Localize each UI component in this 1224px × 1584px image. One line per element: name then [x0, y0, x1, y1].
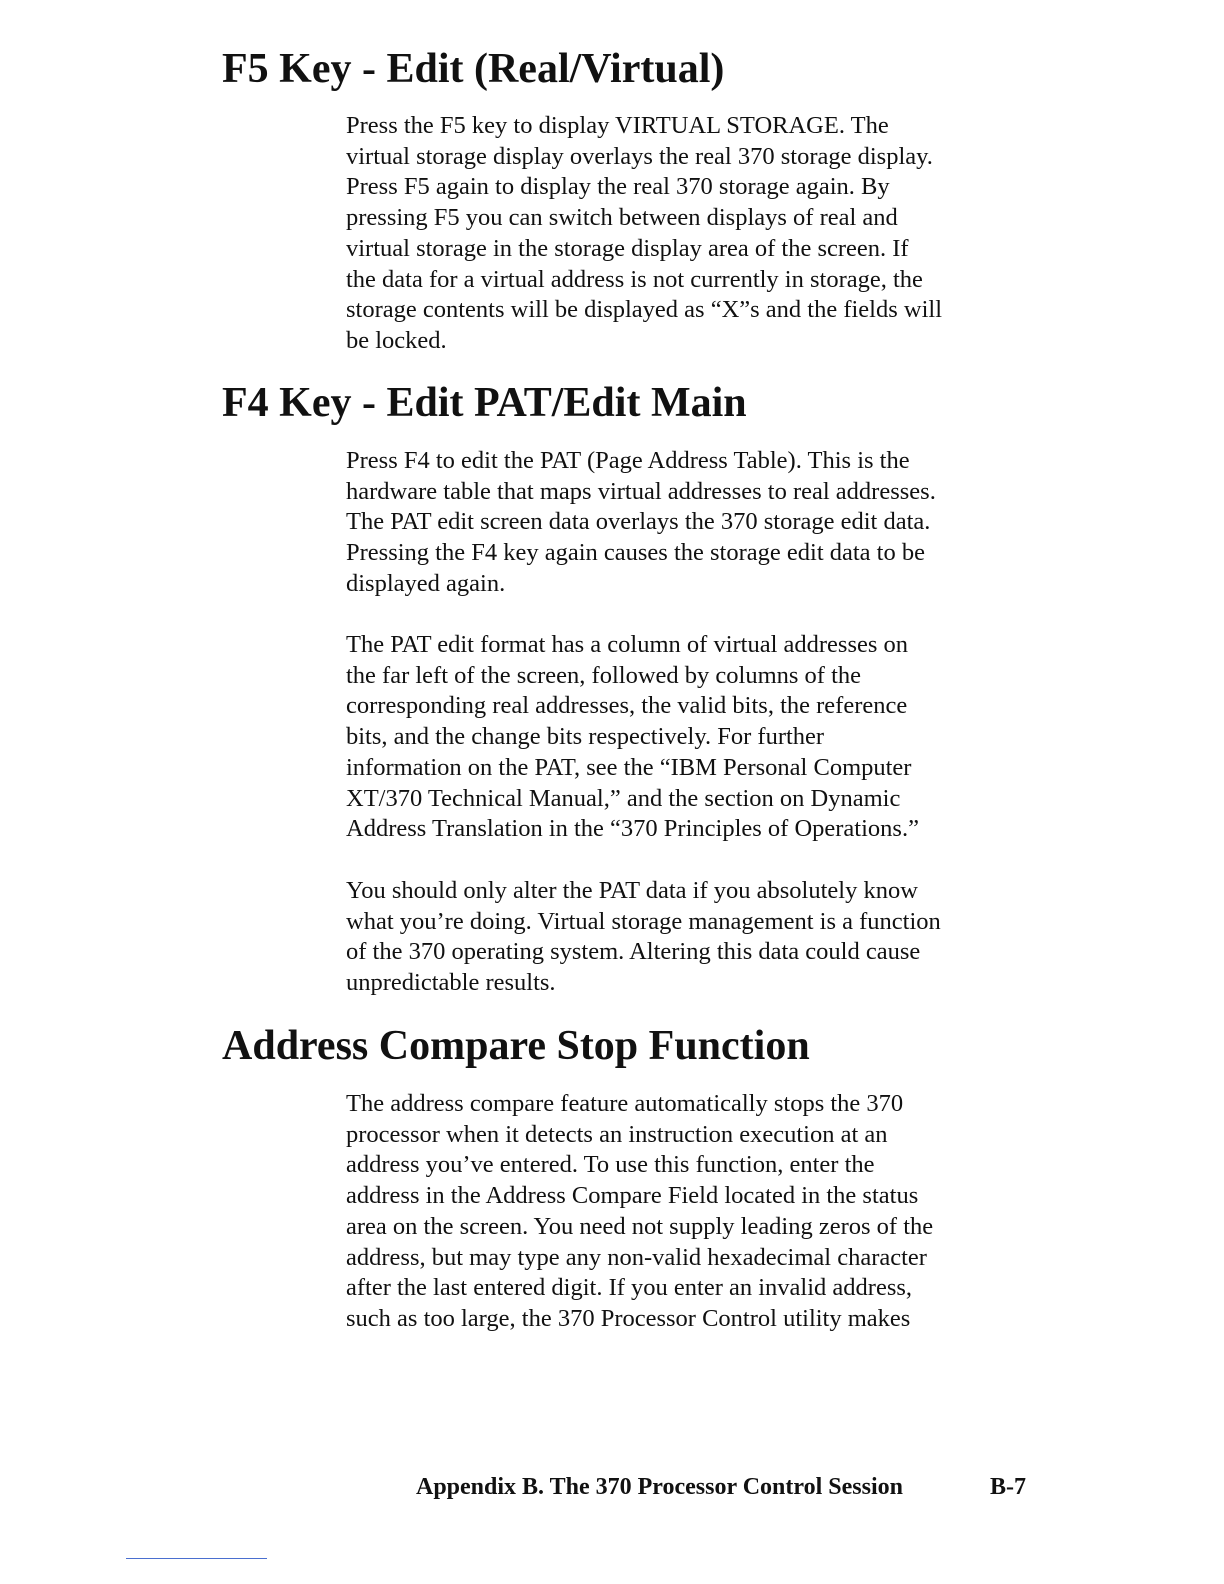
text-line: corresponding real addresses, the valid bits, the reference — [346, 692, 908, 720]
section-heading-f4-key: F4 Key - Edit PAT/Edit Main — [222, 380, 747, 426]
text-line: address in the Address Compare Field located in the status — [346, 1182, 919, 1210]
footer-title: Appendix B. The 370 Processor Control Session — [416, 1474, 903, 1500]
text-line: Press F5 again to display the real 370 storage again. By — [346, 173, 890, 201]
section-heading-address-compare: Address Compare Stop Function — [222, 1023, 810, 1069]
page-number: B-7 — [990, 1474, 1026, 1500]
text-line: storage contents will be displayed as “X”s and the fields will — [346, 296, 943, 324]
text-line: what you’re doing. Virtual storage management is a function — [346, 907, 941, 935]
text-line: The PAT edit screen data overlays the 370 storage edit data. — [346, 508, 931, 536]
text-line: Press F4 to edit the PAT (Page Address Table). This is the — [346, 447, 910, 474]
text-line: processor when it detects an instruction execution at an — [346, 1120, 888, 1148]
text-line: The address compare feature automatically stops the 370 — [346, 1090, 904, 1117]
text-line: Address Translation in the “370 Principles of Operations.” — [346, 815, 919, 843]
text-line: the far left of the screen, followed by columns of the — [346, 661, 862, 689]
section-address-compare-paragraph-1 — [346, 1089, 1036, 1335]
text-line: address you’ve entered. To use this function, enter the — [346, 1151, 875, 1179]
text-line: pressing F5 you can switch between displays of real and — [346, 204, 898, 232]
section-heading-f5-key: F5 Key - Edit (Real/Virtual) — [222, 46, 725, 92]
text-line: of the 370 operating system. Altering this data could cause — [346, 938, 921, 966]
text-line: information on the PAT, see the “IBM Personal Computer — [346, 753, 912, 781]
section-f4-paragraph-2 — [346, 630, 1036, 845]
text-line: be locked. — [346, 326, 447, 354]
text-line: unpredictable results. — [346, 969, 556, 997]
text-line: hardware table that maps virtual addresses to real addresses. — [346, 477, 936, 505]
text-line: Pressing the F4 key again causes the storage edit data to be — [346, 539, 925, 567]
section-f5-paragraph-1 — [346, 111, 1036, 357]
text-line: virtual storage display overlays the real 370 storage display. — [346, 142, 933, 170]
text-line: virtual storage in the storage display area of the screen. If — [346, 234, 909, 262]
text-line: bits, and the change bits respectively. For further — [346, 723, 825, 751]
section-f4-paragraph-3 — [346, 876, 1036, 999]
text-line: You should only alter the PAT data if you absolutely know — [346, 877, 918, 904]
text-line: after the last entered digit. If you enter an invalid address, — [346, 1274, 913, 1302]
text-line: address, but may type any non-valid hexadecimal character — [346, 1243, 927, 1271]
text-line: such as too large, the 370 Processor Control utility makes — [346, 1304, 911, 1332]
text-line: area on the screen. You need not supply leading zeros of the — [346, 1212, 934, 1240]
text-line: displayed again. — [346, 569, 506, 597]
text-line: Press the F5 key to display VIRTUAL STORAGE. The — [346, 112, 889, 139]
footer-rule-divider — [126, 1558, 267, 1559]
text-line: XT/370 Technical Manual,” and the section on Dynamic — [346, 784, 901, 812]
text-line: The PAT edit format has a column of virtual addresses on — [346, 631, 909, 658]
text-line: the data for a virtual address is not currently in storage, the — [346, 265, 923, 293]
page-footer — [416, 1470, 1026, 1504]
section-f4-paragraph-1 — [346, 446, 1036, 600]
